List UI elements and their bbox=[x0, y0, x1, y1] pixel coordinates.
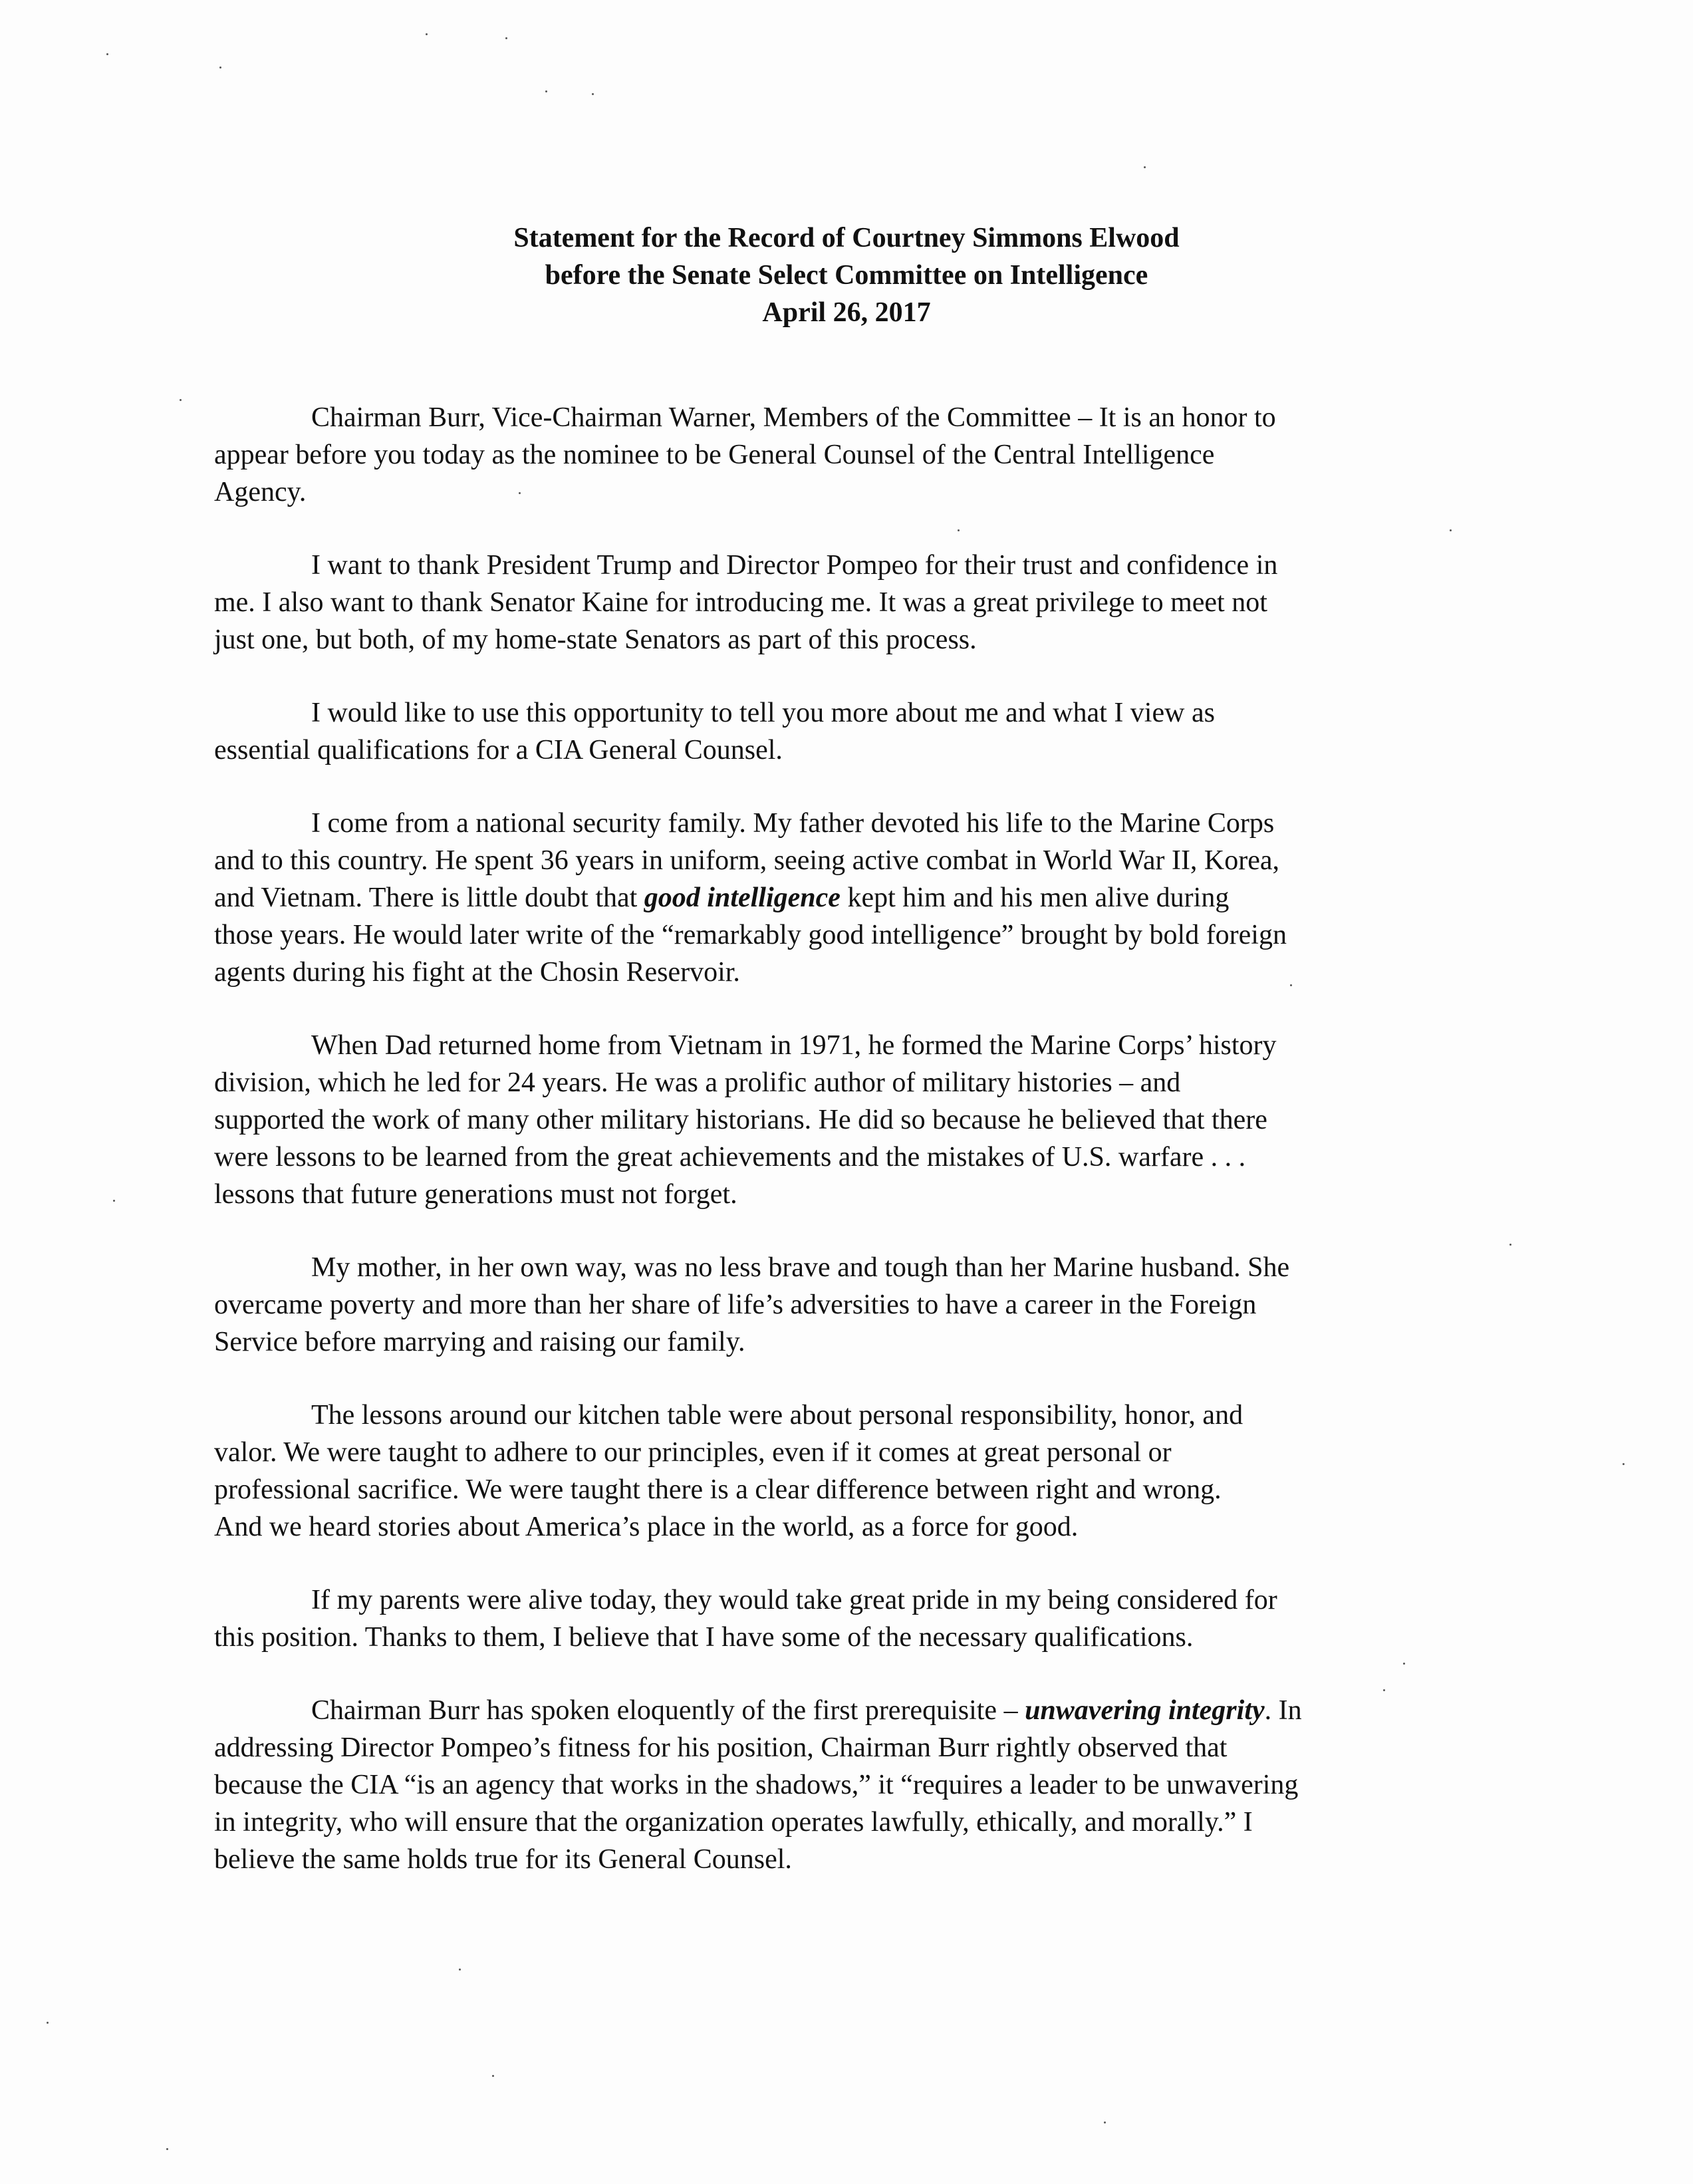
text-fragment: kept him and his men alive during bbox=[840, 883, 1230, 913]
text-line-emphasis bbox=[214, 879, 1498, 916]
text-line: just one, but both, of my home-state Senators as part of this process. bbox=[214, 624, 977, 655]
text-line: believe the same holds true for its General Counsel. bbox=[214, 1844, 792, 1875]
paragraph-integrity bbox=[214, 1692, 1498, 1878]
text-line: I want to thank President Trump and Director Pompeo for their trust and confidence in bbox=[311, 550, 1278, 581]
emphasis-good-intelligence: good intelligence bbox=[644, 883, 841, 913]
text-fragment: Chairman Burr has spoken eloquently of the first prerequisite – bbox=[311, 1695, 1025, 1726]
scan-speck bbox=[219, 67, 221, 68]
scan-speck bbox=[1623, 1463, 1625, 1465]
text-line-emphasis bbox=[214, 1692, 1498, 1729]
paragraph-father bbox=[214, 805, 1498, 991]
scan-speck bbox=[1450, 529, 1452, 531]
text-line: I would like to use this opportunity to tell you more about me and what I view as bbox=[311, 698, 1215, 728]
scan-speck bbox=[47, 2022, 49, 2024]
text-line: and to this country. He spent 36 years in uniform, seeing active combat in World War II, Korea, bbox=[214, 845, 1280, 876]
text-line: lessons that future generations must not forget. bbox=[214, 1179, 737, 1210]
heading-line-title: Statement for the Record of Courtney Simmons Elwood bbox=[513, 223, 1180, 253]
text-line: Service before marrying and raising our family. bbox=[214, 1327, 745, 1357]
heading-line-date: April 26, 2017 bbox=[762, 297, 931, 328]
text-fragment: and Vietnam. There is little doubt that bbox=[214, 883, 644, 913]
text-line: valor. We were taught to adhere to our principles, even if it comes at great personal or bbox=[214, 1437, 1172, 1468]
scan-speck bbox=[459, 1969, 461, 1971]
scan-speck bbox=[1403, 1663, 1405, 1665]
paragraph-parents bbox=[214, 1581, 1498, 1656]
statement-heading bbox=[0, 219, 1693, 331]
text-line: me. I also want to thank Senator Kaine for introducing me. It was a great privilege to meet not bbox=[214, 587, 1267, 618]
text-line: When Dad returned home from Vietnam in 1971, he formed the Marine Corps’ history bbox=[311, 1030, 1277, 1061]
paragraph-intro bbox=[214, 694, 1498, 769]
text-line: Chairman Burr, Vice-Chairman Warner, Members of the Committee – It is an honor to bbox=[311, 402, 1276, 433]
text-line: The lessons around our kitchen table were about personal responsibility, honor, and bbox=[311, 1400, 1243, 1431]
text-line: those years. He would later write of the “remarkably good intelligence” brought by bold foreign bbox=[214, 920, 1287, 950]
heading-line-committee: before the Senate Select Committee on Intelligence bbox=[545, 260, 1148, 291]
paragraph-thanks bbox=[214, 547, 1498, 658]
paragraph-history-division bbox=[214, 1027, 1498, 1213]
text-line: because the CIA “is an agency that works in the shadows,” it “requires a leader to be unwavering bbox=[214, 1770, 1299, 1800]
text-line: I come from a national security family. My father devoted his life to the Marine Corps bbox=[311, 808, 1275, 839]
paragraph-mother bbox=[214, 1249, 1498, 1361]
text-fragment: . In bbox=[1264, 1695, 1302, 1726]
text-line: essential qualifications for a CIA General Counsel. bbox=[214, 735, 783, 765]
text-line: were lessons to be learned from the great achievements and the mistakes of U.S. warfare . . . bbox=[214, 1142, 1246, 1172]
paragraph-opening bbox=[214, 399, 1498, 511]
scan-speck bbox=[519, 492, 521, 494]
emphasis-unwavering-integrity: unwavering integrity bbox=[1025, 1695, 1265, 1726]
scan-speck bbox=[166, 2148, 168, 2150]
text-line: addressing Director Pompeo’s fitness for his position, Chairman Burr rightly observed that bbox=[214, 1732, 1228, 1763]
scan-speck bbox=[113, 1200, 115, 1202]
scan-speck bbox=[1290, 984, 1292, 986]
text-line: in integrity, who will ensure that the organization operates lawfully, ethically, and morally.” I bbox=[214, 1807, 1253, 1838]
text-line: agents during his fight at the Chosin Reservoir. bbox=[214, 957, 740, 988]
scan-speck bbox=[505, 37, 507, 39]
text-line: overcame poverty and more than her share of life’s adversities to have a career in the Foreign bbox=[214, 1290, 1257, 1320]
scan-speck bbox=[106, 53, 108, 55]
text-line: appear before you today as the nominee to be General Counsel of the Central Intelligence bbox=[214, 440, 1215, 470]
text-line: Agency. bbox=[214, 477, 307, 507]
scan-speck bbox=[426, 33, 428, 35]
scan-speck bbox=[545, 90, 547, 92]
scan-speck bbox=[1509, 1244, 1511, 1246]
scan-speck bbox=[592, 93, 594, 95]
scan-speck bbox=[492, 2075, 494, 2077]
text-line: professional sacrifice. We were taught there is a clear difference between right and wrong. bbox=[214, 1474, 1222, 1505]
text-line: this position. Thanks to them, I believe that I have some of the necessary qualifications. bbox=[214, 1622, 1194, 1653]
scan-speck bbox=[1383, 1689, 1385, 1691]
scan-speck bbox=[180, 399, 182, 401]
statement-body bbox=[214, 399, 1498, 1914]
text-line: division, which he led for 24 years. He was a prolific author of military histories – and bbox=[214, 1067, 1181, 1098]
paragraph-lessons bbox=[214, 1397, 1498, 1546]
text-line: If my parents were alive today, they would take great pride in my being considered for bbox=[311, 1585, 1277, 1615]
scan-speck bbox=[1144, 166, 1146, 168]
text-line: And we heard stories about America’s place in the world, as a force for good. bbox=[214, 1512, 1079, 1542]
text-line: supported the work of many other military historians. He did so because he believed that there bbox=[214, 1105, 1267, 1135]
text-line: My mother, in her own way, was no less brave and tough than her Marine husband. She bbox=[311, 1252, 1290, 1283]
scan-speck bbox=[958, 529, 960, 531]
scan-speck bbox=[1104, 2121, 1106, 2123]
